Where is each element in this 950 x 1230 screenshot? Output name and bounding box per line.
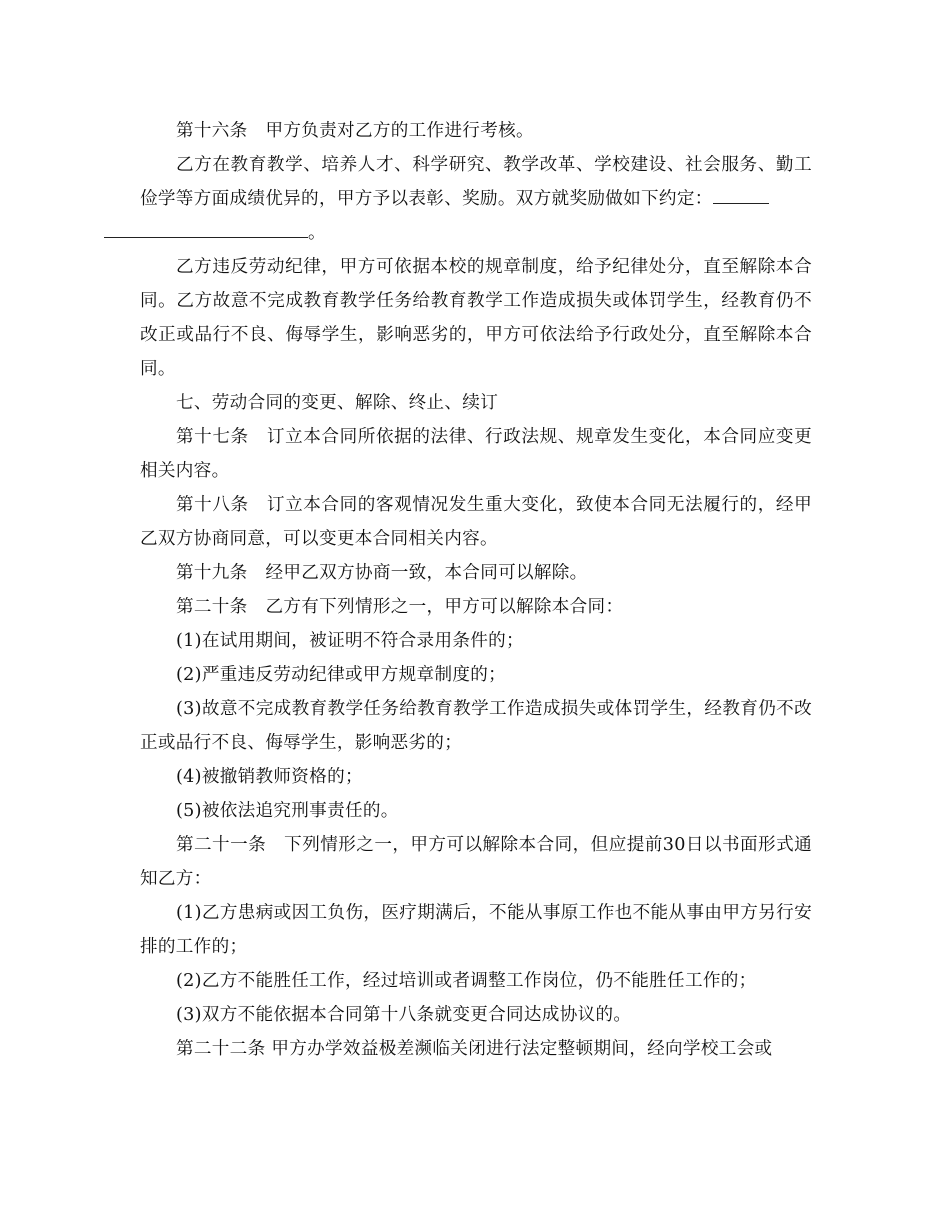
paragraph-article-19: 第十九条 经甲乙双方协商一致，本合同可以解除。	[176, 563, 588, 583]
list-item-20-5: (5)被依法追究刑事责任的。	[176, 801, 399, 821]
fill-in-blank	[713, 183, 769, 204]
paragraph-article-17: 第十七条 订立本合同所依据的法律、行政法规、规章发生变化，本合同应变更相关内容。	[140, 427, 812, 481]
list-item-21-2: (2)乙方不能胜任工作，经过培训或者调整工作岗位，仍不能胜任工作的；	[176, 971, 757, 991]
paragraph-article-22: 第二十二条 甲方办学效益极差濒临关闭进行法定整顿期间，经向学校工会或	[176, 1039, 773, 1059]
paragraph-article-21: 第二十一条 下列情形之一，甲方可以解除本合同，但应提前30日以书面形式通知乙方：	[140, 835, 812, 889]
list-item-20-4: (4)被撤销教师资格的；	[176, 767, 363, 787]
paragraph-reward-agreement	[140, 148, 812, 250]
section-heading-contract-changes: 七、劳动合同的变更、解除、终止、续订	[176, 393, 499, 413]
list-item-20-2: (2)严重违反劳动纪律或甲方规章制度的；	[176, 665, 507, 685]
paragraph-discipline: 乙方违反劳动纪律，甲方可依据本校的规章制度，给予纪律处分，直至解除本合同。乙方故意不完成教育教学任务给教育教学工作造成损失或体罚学生，经教育仍不改正或品行不良、侮辱学生，影响恶劣的，甲方可依法给予行政处分，直至解除本合同。	[140, 257, 812, 379]
document-page	[140, 114, 812, 1066]
list-item-21-3: (3)双方不能依据本合同第十八条就变更合同达成协议的。	[176, 1005, 632, 1025]
reward-agreement-text: 乙方在教育教学、培养人才、科学研究、教学改革、学校建设、社会服务、勤工俭学等方面成绩优异的，甲方予以表彰、奖励。双方就奖励做如下约定：	[140, 155, 812, 209]
list-item-21-1: (1)乙方患病或因工负伤，医疗期满后，不能从事原工作也不能从事由甲方另行安排的工作的；	[140, 903, 812, 957]
paragraph-article-20: 第二十条 乙方有下列情形之一，甲方可以解除本合同：	[176, 597, 624, 617]
paragraph-article-16: 第十六条 甲方负责对乙方的工作进行考核。	[176, 121, 534, 141]
fill-in-blank-continued	[104, 217, 308, 238]
list-item-20-1: (1)在试用期间，被证明不符合录用条件的；	[176, 631, 524, 651]
blank-end-punctuation: 。	[308, 223, 326, 243]
paragraph-article-18: 第十八条 订立本合同的客观情况发生重大变化，致使本合同无法履行的，经甲乙双方协商同意，可以变更本合同相关内容。	[140, 495, 812, 549]
list-item-20-3: (3)故意不完成教育教学任务给教育教学工作造成损失或体罚学生，经教育仍不改正或品行不良、侮辱学生，影响恶劣的；	[140, 699, 812, 753]
